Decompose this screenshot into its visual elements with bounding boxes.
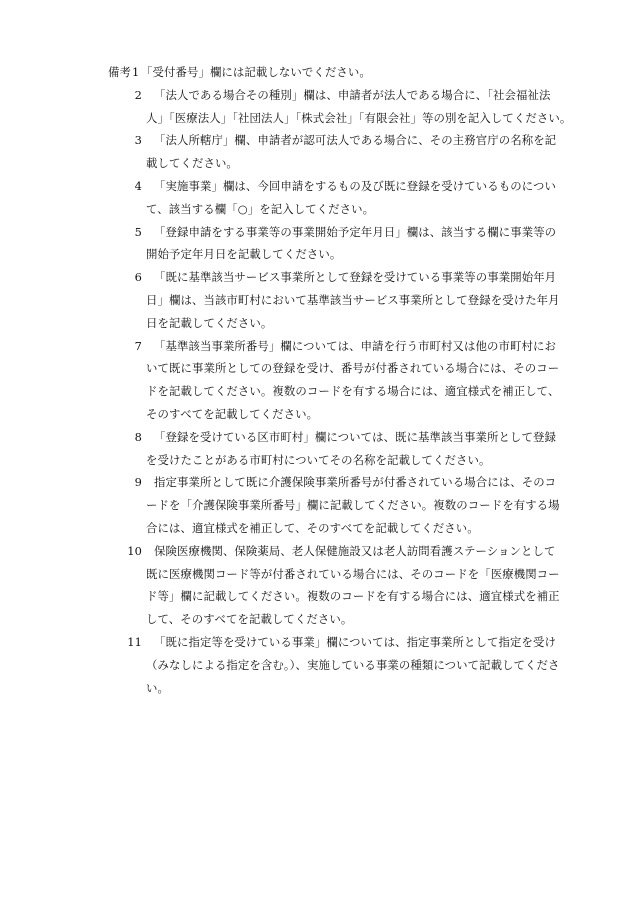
note-text: そのすべてを記載してください。	[146, 406, 319, 421]
note-text: 人」「医療法人」「社団法人」「株式会社」「有限会社」等の別を記入してください。	[146, 110, 572, 125]
note-number: 8	[134, 429, 142, 444]
note-text: 「登録を受けている区市町村」欄については、既に基準該当事業所として登録	[154, 429, 556, 444]
note-line	[108, 654, 578, 677]
note-line	[108, 380, 578, 403]
note-text: して、そのすべてを記載してください。	[146, 612, 353, 627]
note-line	[108, 585, 578, 608]
note-text: ド等」欄に記載してください。複数のコードを有する場合には、適宜様式を補正	[146, 589, 560, 604]
note-line	[108, 517, 578, 540]
note-text: 既に医療機関コード等が付番されている場合には、そのコードを「医療機関コー	[146, 566, 560, 581]
note-line	[108, 61, 578, 84]
note-line	[108, 289, 578, 312]
note-text: 日を記載してください。	[146, 315, 273, 330]
note-text: い。	[146, 680, 169, 695]
note-text: （みなしによる指定を含む。）、実施している事業の種類について記載してくださ	[146, 657, 560, 672]
note-line	[108, 494, 578, 517]
note-line	[108, 175, 578, 198]
note-text: 指定事業所として既に介護保険事業所番号が付番されている場合には、そのコ	[154, 475, 557, 490]
note-text: 「基準該当事業所番号」欄については、申請を行う市町村又は他の市町村にお	[154, 338, 556, 353]
notes-heading: 備考	[108, 65, 131, 79]
note-line	[108, 631, 578, 654]
note-line	[108, 540, 578, 563]
note-number: 5	[134, 224, 142, 239]
note-number: 2	[134, 87, 142, 102]
note-line	[108, 471, 578, 494]
note-number: 9	[134, 475, 142, 490]
note-text: て、該当する欄「○」を記入してください。	[146, 201, 375, 216]
note-line	[108, 426, 578, 449]
note-line	[108, 198, 578, 221]
note-line	[108, 152, 578, 175]
note-number: 3	[134, 133, 142, 148]
note-number: 11	[127, 634, 142, 649]
note-text: 載してください。	[146, 156, 238, 171]
note-text: ードを「介護保険事業所番号」欄に記載してください。複数のコードを有する場	[146, 498, 560, 513]
note-text: 「既に基準該当サービス事業所として登録を受けている事業等の事業開始年月	[154, 270, 557, 285]
note-text: 「法人である場合その種別」欄は、申請者が法人である場合に、「社会福祉法	[154, 87, 551, 102]
note-line	[108, 357, 578, 380]
note-line	[108, 84, 578, 107]
note-text: 「受付番号」欄には記載しないでください。	[141, 65, 371, 79]
note-line	[108, 449, 578, 472]
note-number: 6	[134, 270, 142, 285]
note-line	[108, 107, 578, 130]
note-text: 「既に指定等を受けている事業」欄については、指定事業所として指定を受け	[154, 634, 556, 649]
note-text: いて既に事業所としての登録を受け、番号が付番されている場合には、そのコー	[146, 361, 560, 376]
note-text: を受けたことがある市町村についてその名称を記載してください。	[146, 452, 491, 467]
note-number: 4	[134, 178, 142, 193]
note-line	[108, 677, 578, 700]
note-line	[108, 608, 578, 631]
note-text: 「登録申請をする事業等の事業開始予定年月日」欄は、該当する欄に事業等の	[154, 224, 557, 239]
note-line	[108, 221, 578, 244]
note-line	[108, 266, 578, 289]
note-line	[108, 129, 578, 152]
note-line	[108, 563, 578, 586]
note-text: 「法人所轄庁」欄、申請者が認可法人である場合に、その主務官庁の名称を記	[154, 133, 557, 148]
note-line	[108, 243, 578, 266]
notes-section	[108, 61, 578, 699]
note-text: 保険医療機関、保険薬局、老人保健施設又は老人訪問看護ステーションとして	[154, 543, 556, 558]
note-text: 日」欄は、当該市町村において基準該当サービス事業所として登録を受けた年月	[146, 292, 560, 307]
note-number: 10	[127, 543, 142, 558]
note-text: 開始予定年月日を記載してください。	[146, 247, 342, 262]
note-line	[108, 312, 578, 335]
note-number: 7	[134, 338, 142, 353]
note-line	[108, 335, 578, 358]
note-text: ドを記載してください。複数のコードを有する場合には、適宜様式を補正して、	[146, 384, 560, 399]
note-line	[108, 403, 578, 426]
note-number: 1	[132, 65, 140, 79]
note-text: 合には、適宜様式を補正して、そのすべてを記載してください。	[146, 520, 479, 535]
note-text: 「実施事業」欄は、今回申請をするもの及び既に登録を受けているものについ	[154, 178, 556, 193]
